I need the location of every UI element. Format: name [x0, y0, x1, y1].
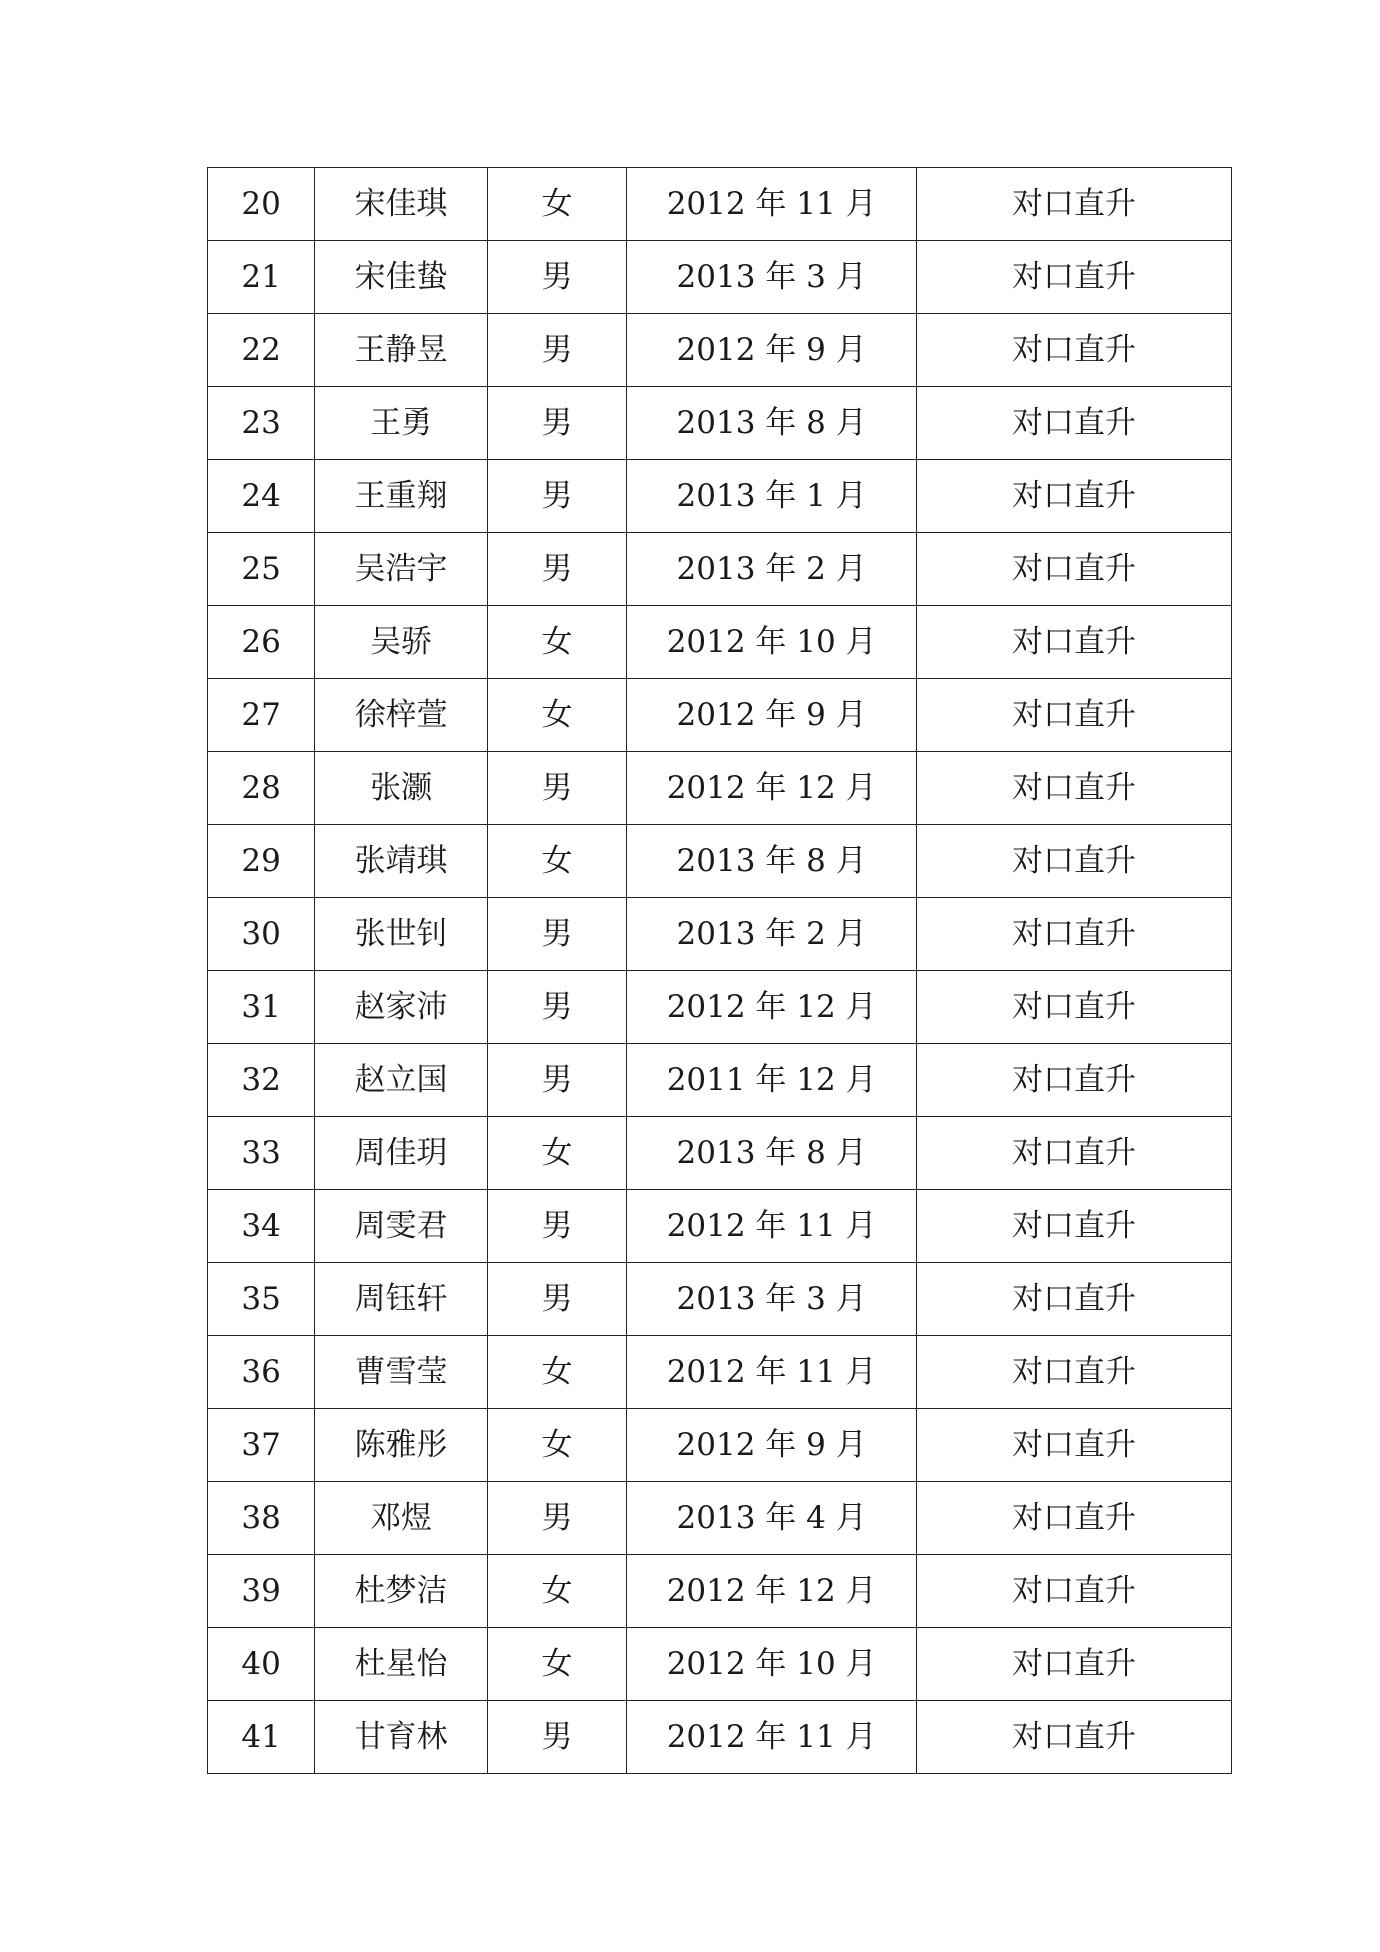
- admission-method-cell: 对口直升: [917, 533, 1232, 606]
- birth-date-cell: 2013 年 3 月: [627, 241, 917, 314]
- table-row: [208, 1336, 1232, 1409]
- table-row: [208, 1044, 1232, 1117]
- student-name-cell: 徐梓萱: [315, 679, 488, 752]
- student-name-cell: 王重翔: [315, 460, 488, 533]
- admission-method-cell: 对口直升: [917, 1628, 1232, 1701]
- student-name-cell: 张靖琪: [315, 825, 488, 898]
- student-table: [207, 167, 1232, 1774]
- row-number-cell: 32: [208, 1044, 315, 1117]
- admission-method-cell: 对口直升: [917, 1482, 1232, 1555]
- student-name-cell: 张灏: [315, 752, 488, 825]
- row-number-cell: 22: [208, 314, 315, 387]
- gender-cell: 男: [487, 971, 626, 1044]
- table-row: [208, 1190, 1232, 1263]
- gender-cell: 男: [487, 752, 626, 825]
- student-name-cell: 赵家沛: [315, 971, 488, 1044]
- admission-method-cell: 对口直升: [917, 1555, 1232, 1628]
- admission-method-cell: 对口直升: [917, 460, 1232, 533]
- table-row: [208, 1263, 1232, 1336]
- admission-method-cell: 对口直升: [917, 1117, 1232, 1190]
- admission-method-cell: 对口直升: [917, 1190, 1232, 1263]
- row-number-cell: 40: [208, 1628, 315, 1701]
- student-name-cell: 杜星怡: [315, 1628, 488, 1701]
- row-number-cell: 33: [208, 1117, 315, 1190]
- student-name-cell: 张世钊: [315, 898, 488, 971]
- birth-date-cell: 2012 年 9 月: [627, 1409, 917, 1482]
- table-row: [208, 1409, 1232, 1482]
- birth-date-cell: 2012 年 11 月: [627, 1190, 917, 1263]
- admission-method-cell: 对口直升: [917, 606, 1232, 679]
- table-row: [208, 1628, 1232, 1701]
- gender-cell: 男: [487, 241, 626, 314]
- gender-cell: 女: [487, 606, 626, 679]
- student-name-cell: 赵立国: [315, 1044, 488, 1117]
- row-number-cell: 37: [208, 1409, 315, 1482]
- birth-date-cell: 2012 年 9 月: [627, 314, 917, 387]
- table-row: [208, 606, 1232, 679]
- admission-method-cell: 对口直升: [917, 1336, 1232, 1409]
- table-row: [208, 387, 1232, 460]
- row-number-cell: 24: [208, 460, 315, 533]
- admission-method-cell: 对口直升: [917, 387, 1232, 460]
- admission-method-cell: 对口直升: [917, 898, 1232, 971]
- student-name-cell: 曹雪莹: [315, 1336, 488, 1409]
- gender-cell: 男: [487, 533, 626, 606]
- gender-cell: 女: [487, 1117, 626, 1190]
- birth-date-cell: 2011 年 12 月: [627, 1044, 917, 1117]
- gender-cell: 女: [487, 168, 626, 241]
- gender-cell: 男: [487, 1263, 626, 1336]
- birth-date-cell: 2013 年 1 月: [627, 460, 917, 533]
- birth-date-cell: 2012 年 10 月: [627, 606, 917, 679]
- table-row: [208, 1117, 1232, 1190]
- table-row: [208, 971, 1232, 1044]
- gender-cell: 男: [487, 387, 626, 460]
- row-number-cell: 34: [208, 1190, 315, 1263]
- gender-cell: 女: [487, 1409, 626, 1482]
- table-row: [208, 825, 1232, 898]
- row-number-cell: 41: [208, 1701, 315, 1774]
- birth-date-cell: 2013 年 8 月: [627, 387, 917, 460]
- admission-method-cell: 对口直升: [917, 1409, 1232, 1482]
- row-number-cell: 28: [208, 752, 315, 825]
- student-name-cell: 王勇: [315, 387, 488, 460]
- student-name-cell: 杜梦洁: [315, 1555, 488, 1628]
- student-name-cell: 周钰轩: [315, 1263, 488, 1336]
- student-name-cell: 甘育林: [315, 1701, 488, 1774]
- birth-date-cell: 2012 年 11 月: [627, 168, 917, 241]
- birth-date-cell: 2013 年 2 月: [627, 533, 917, 606]
- admission-method-cell: 对口直升: [917, 1701, 1232, 1774]
- birth-date-cell: 2013 年 8 月: [627, 825, 917, 898]
- birth-date-cell: 2012 年 10 月: [627, 1628, 917, 1701]
- row-number-cell: 38: [208, 1482, 315, 1555]
- gender-cell: 女: [487, 825, 626, 898]
- gender-cell: 男: [487, 1190, 626, 1263]
- table-row: [208, 679, 1232, 752]
- table-row: [208, 533, 1232, 606]
- admission-method-cell: 对口直升: [917, 825, 1232, 898]
- gender-cell: 男: [487, 1044, 626, 1117]
- student-name-cell: 宋佳蛰: [315, 241, 488, 314]
- row-number-cell: 30: [208, 898, 315, 971]
- table-row: [208, 168, 1232, 241]
- row-number-cell: 20: [208, 168, 315, 241]
- row-number-cell: 26: [208, 606, 315, 679]
- birth-date-cell: 2012 年 9 月: [627, 679, 917, 752]
- gender-cell: 女: [487, 1628, 626, 1701]
- student-name-cell: 宋佳琪: [315, 168, 488, 241]
- birth-date-cell: 2013 年 2 月: [627, 898, 917, 971]
- admission-method-cell: 对口直升: [917, 1263, 1232, 1336]
- gender-cell: 女: [487, 1336, 626, 1409]
- table-row: [208, 460, 1232, 533]
- gender-cell: 男: [487, 314, 626, 387]
- gender-cell: 男: [487, 460, 626, 533]
- student-name-cell: 陈雅彤: [315, 1409, 488, 1482]
- birth-date-cell: 2012 年 12 月: [627, 971, 917, 1044]
- admission-method-cell: 对口直升: [917, 752, 1232, 825]
- student-name-cell: 邓煜: [315, 1482, 488, 1555]
- birth-date-cell: 2012 年 11 月: [627, 1701, 917, 1774]
- table-row: [208, 1482, 1232, 1555]
- admission-method-cell: 对口直升: [917, 1044, 1232, 1117]
- student-table-body: [208, 168, 1232, 1774]
- table-row: [208, 1701, 1232, 1774]
- admission-method-cell: 对口直升: [917, 168, 1232, 241]
- table-row: [208, 241, 1232, 314]
- student-name-cell: 周雯君: [315, 1190, 488, 1263]
- table-row: [208, 898, 1232, 971]
- birth-date-cell: 2012 年 12 月: [627, 752, 917, 825]
- row-number-cell: 35: [208, 1263, 315, 1336]
- row-number-cell: 36: [208, 1336, 315, 1409]
- admission-method-cell: 对口直升: [917, 971, 1232, 1044]
- table-row: [208, 752, 1232, 825]
- row-number-cell: 29: [208, 825, 315, 898]
- gender-cell: 男: [487, 1701, 626, 1774]
- row-number-cell: 27: [208, 679, 315, 752]
- admission-method-cell: 对口直升: [917, 679, 1232, 752]
- row-number-cell: 21: [208, 241, 315, 314]
- gender-cell: 男: [487, 898, 626, 971]
- birth-date-cell: 2012 年 11 月: [627, 1336, 917, 1409]
- birth-date-cell: 2013 年 8 月: [627, 1117, 917, 1190]
- student-name-cell: 王静昱: [315, 314, 488, 387]
- admission-method-cell: 对口直升: [917, 314, 1232, 387]
- table-row: [208, 314, 1232, 387]
- table-row: [208, 1555, 1232, 1628]
- admission-method-cell: 对口直升: [917, 241, 1232, 314]
- row-number-cell: 31: [208, 971, 315, 1044]
- birth-date-cell: 2012 年 12 月: [627, 1555, 917, 1628]
- row-number-cell: 39: [208, 1555, 315, 1628]
- row-number-cell: 23: [208, 387, 315, 460]
- birth-date-cell: 2013 年 3 月: [627, 1263, 917, 1336]
- student-name-cell: 吴骄: [315, 606, 488, 679]
- student-name-cell: 周佳玥: [315, 1117, 488, 1190]
- gender-cell: 女: [487, 679, 626, 752]
- row-number-cell: 25: [208, 533, 315, 606]
- gender-cell: 男: [487, 1482, 626, 1555]
- student-name-cell: 吴浩宇: [315, 533, 488, 606]
- birth-date-cell: 2013 年 4 月: [627, 1482, 917, 1555]
- gender-cell: 女: [487, 1555, 626, 1628]
